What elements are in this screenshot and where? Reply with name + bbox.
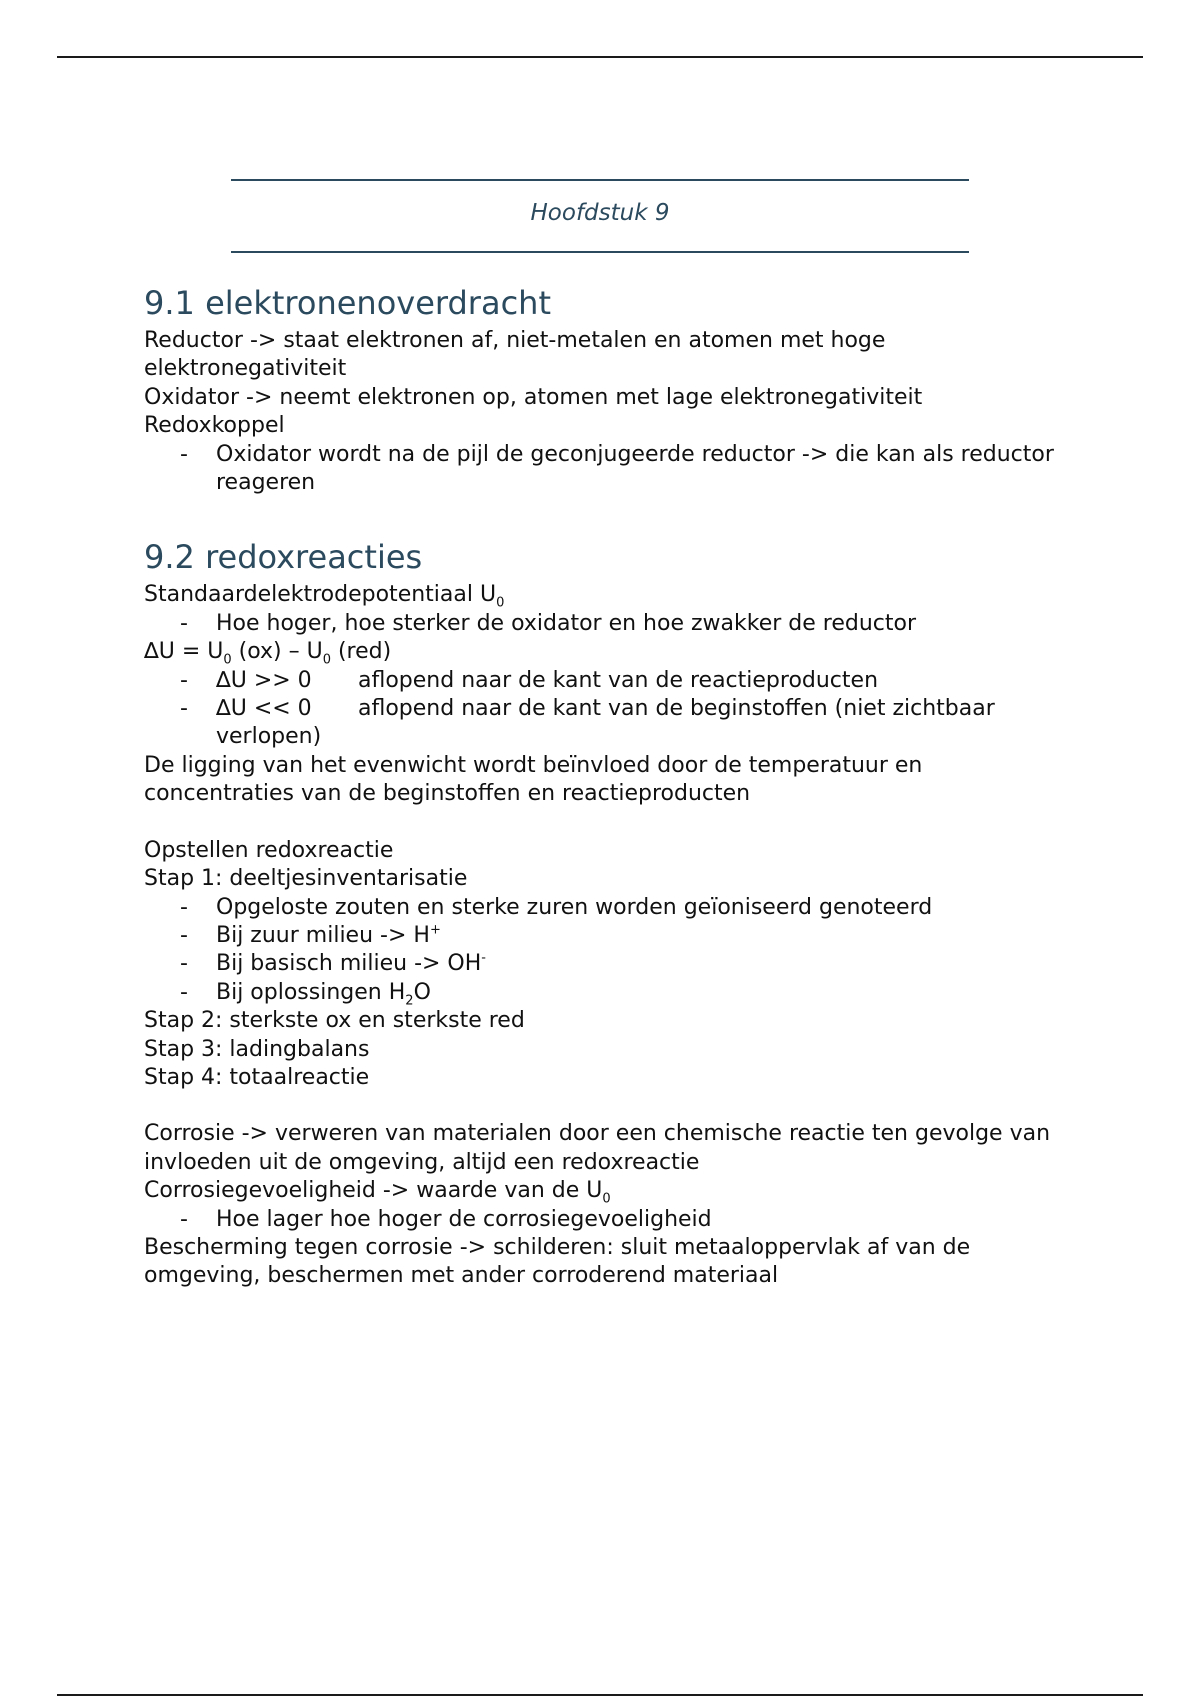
- list-item: [144, 950, 1074, 978]
- formula-part: (ox) – U: [231, 639, 323, 665]
- stap1-bullet-1: Opgeloste zouten en sterke zuren worden geïoniseerd genoteerd: [216, 894, 933, 920]
- stap1-bullet-3: Bij basisch milieu -> OH: [216, 951, 482, 977]
- superscript: +: [429, 922, 441, 938]
- chapter-title: Hoofdstuk 9: [530, 200, 670, 226]
- list-item: [144, 610, 1074, 638]
- delta-description: aflopend naar de kant van de reactieproducten: [358, 667, 879, 693]
- list-item: [144, 695, 1074, 752]
- stap-1: Stap 1: deeltjesinventarisatie: [144, 866, 468, 892]
- section-heading-9-1: 9.1 elektronenoverdracht: [144, 284, 551, 322]
- page-bottom-rule: [57, 1694, 1143, 1696]
- equilibrium-text: De ligging van het evenwicht wordt beïnvloed door de temperatuur en concentraties van de beginstoffen en reactieproducten: [144, 752, 923, 807]
- list-dash: -: [180, 1206, 188, 1232]
- formula-part: (red): [330, 639, 392, 665]
- standard-potential-bullet: Hoe hoger, hoe sterker de oxidator en hoe zwakker de reductor: [216, 610, 916, 636]
- subscript: 0: [223, 652, 232, 668]
- redoxkoppel-label: Redoxkoppel: [144, 413, 285, 439]
- corrosie-definition: Corrosie -> verweren van materialen door een chemische reactie ten gevolge van invloeden uit de omgeving, altijd een redoxreactie: [144, 1121, 1051, 1175]
- document-body: [144, 283, 1074, 1291]
- list-dash: -: [180, 979, 188, 1005]
- stap1-bullet-2: Bij zuur milieu -> H: [216, 922, 430, 948]
- formula-part: ∆U = U: [144, 639, 224, 665]
- superscript: -: [481, 950, 486, 966]
- chapter-title-block: [231, 179, 969, 253]
- list-dash: -: [180, 922, 188, 948]
- section-heading-9-2: 9.2 redoxreacties: [144, 538, 423, 577]
- stap1-bullet-4: Bij oplossingen H: [216, 979, 406, 1005]
- oxidator-definition: Oxidator -> neemt elektronen op, atomen met lage elektronegativiteit: [144, 384, 923, 410]
- delta-u-formula: [144, 638, 1074, 666]
- standard-potential-line: [144, 581, 1074, 609]
- list-dash: -: [180, 441, 188, 467]
- list-item: [144, 922, 1074, 950]
- redoxkoppel-bullet: Oxidator wordt na de pijl de geconjugeerde reductor -> die kan als reductor reageren: [216, 441, 1054, 496]
- corrosiegevoeligheid-line: [144, 1177, 1074, 1205]
- subscript: 2: [405, 993, 414, 1009]
- opstellen-heading: Opstellen redoxreactie: [144, 837, 394, 863]
- formula-part: O: [413, 979, 431, 1005]
- list-dash: -: [180, 696, 188, 722]
- subscript: 0: [496, 595, 505, 611]
- list-item: [144, 441, 1074, 498]
- subscript: 0: [322, 652, 331, 668]
- list-dash: -: [180, 894, 188, 920]
- bescherming-text: Bescherming tegen corrosie -> schilderen: sluit metaaloppervlak af van de omgeving, beschermen met ander corroderend materiaal: [144, 1234, 971, 1289]
- delta-term: ∆U >> 0: [216, 667, 312, 693]
- delta-description: aflopend naar de kant van de beginstoffen (niet zichtbaar verlopen): [216, 696, 995, 750]
- list-item: [144, 894, 1074, 922]
- reductor-definition: Reductor -> staat elektronen af, niet-metalen en atomen met hoge elektronegativiteit: [144, 328, 886, 382]
- corrosiegevoeligheid-bullet: Hoe lager hoe hoger de corrosiegevoeligheid: [216, 1206, 712, 1232]
- page-top-rule: [57, 56, 1143, 58]
- list-item: [144, 667, 1074, 695]
- standard-potential-label: Standaardelektrodepotentiaal U: [144, 582, 497, 608]
- corrosiegevoeligheid-label: Corrosiegevoeligheid -> waarde van de U: [144, 1178, 603, 1204]
- subscript: 0: [602, 1191, 611, 1207]
- list-dash: -: [180, 667, 188, 693]
- list-dash: -: [180, 610, 188, 636]
- delta-term: ∆U << 0: [216, 696, 312, 722]
- list-item: [144, 1206, 1074, 1234]
- list-item: [144, 979, 1074, 1007]
- stap-4: Stap 4: totaalreactie: [144, 1064, 370, 1090]
- stap-3: Stap 3: ladingbalans: [144, 1036, 370, 1062]
- stap-2: Stap 2: sterkste ox en sterkste red: [144, 1008, 525, 1034]
- list-dash: -: [180, 951, 188, 977]
